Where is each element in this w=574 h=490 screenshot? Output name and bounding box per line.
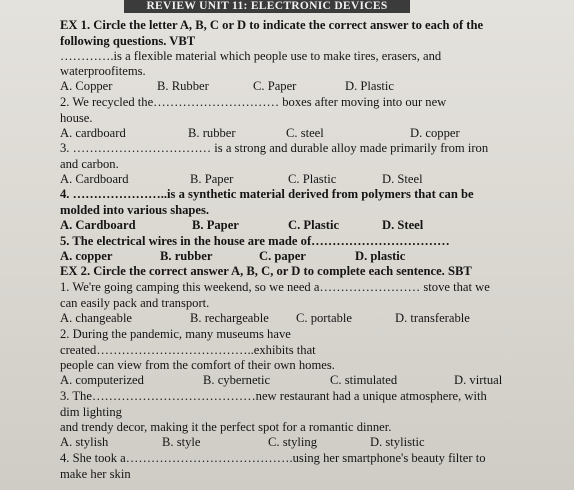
ex2-q2-line1: 2. During the pandemic, many museums have xyxy=(60,327,291,341)
ex1-q3-option-b[interactable]: B. Paper xyxy=(190,172,234,186)
ex2-q3-option-b[interactable]: B. style xyxy=(162,435,201,449)
ex2-q3-line1: 3. The…………………………………new restaurant had a unique atmosphere, with xyxy=(60,389,487,403)
ex1-q5-option-d[interactable]: D. plastic xyxy=(355,249,406,263)
ex1-q4-option-b[interactable]: B. Paper xyxy=(192,218,239,232)
ex1-q2-line1: 2. We recycled the………………………… boxes after moving into our new xyxy=(60,95,447,109)
ex2-q3-option-c[interactable]: C. styling xyxy=(268,435,317,449)
ex1-q2-option-d[interactable]: D. copper xyxy=(410,126,460,140)
ex2-q1-option-a[interactable]: A. changeable xyxy=(60,311,133,325)
ex1-q2-line2: house. xyxy=(60,111,93,125)
ex2-q2-option-b[interactable]: B. cybernetic xyxy=(203,373,271,387)
ex2-q2-option-d[interactable]: D. virtual xyxy=(454,373,503,387)
ex1-q4-option-d[interactable]: D. Steel xyxy=(382,218,424,232)
ex2-heading: EX 2. Circle the correct answer A, B, C, or D to complete each sentence. SBT xyxy=(60,264,472,278)
ex1-heading-line2: following questions. VBT xyxy=(60,34,196,48)
ex2-q4-line2: make her skin xyxy=(60,467,131,481)
ex2-q1-option-d[interactable]: D. transferable xyxy=(395,311,470,325)
ex1-q2-option-a[interactable]: A. cardboard xyxy=(60,126,126,140)
ex1-q5-option-c[interactable]: C. paper xyxy=(259,249,306,263)
ex1-q4-option-a[interactable]: A. Cardboard xyxy=(60,218,136,232)
ex1-q1-option-a[interactable]: A. Copper xyxy=(60,79,113,93)
ex2-q3-option-a[interactable]: A. stylish xyxy=(60,435,109,449)
ex1-q4-line1: 4. …………………..is a synthetic material derived from polymers that can be xyxy=(60,187,474,201)
ex2-q1-line1: 1. We're going camping this weekend, so we need a…………………… stove that we xyxy=(60,280,490,294)
ex1-q2-option-b[interactable]: B. rubber xyxy=(188,126,236,140)
ex1-q1-option-b[interactable]: B. Rubber xyxy=(157,79,209,93)
ex1-q3-option-a[interactable]: A. Cardboard xyxy=(60,172,129,186)
ex2-q1-option-b[interactable]: B. rechargeable xyxy=(190,311,269,325)
ex1-q2-option-c[interactable]: C. steel xyxy=(286,126,324,140)
ex1-q5-option-b[interactable]: B. rubber xyxy=(160,249,213,263)
ex1-q3-line1: 3. …………………………… is a strong and durable alloy made primarily from iron xyxy=(60,141,489,155)
worksheet-title: REVIEW UNIT 11: ELECTRONIC DEVICES xyxy=(124,0,410,13)
ex1-q1-option-d[interactable]: D. Plastic xyxy=(345,79,394,93)
ex1-q3-option-c[interactable]: C. Plastic xyxy=(288,172,337,186)
ex1-q1-line2: waterproofitems. xyxy=(60,64,146,78)
ex1-q1-option-c[interactable]: C. Paper xyxy=(253,79,297,93)
ex1-q3-option-d[interactable]: D. Steel xyxy=(382,172,423,186)
ex2-q3-line3: and trendy decor, making it the perfect spot for a romantic dinner. xyxy=(60,420,392,434)
ex2-q1-option-c[interactable]: C. portable xyxy=(296,311,352,325)
ex2-q1-line2: can easily pack and transport. xyxy=(60,296,210,310)
ex1-q5-line1: 5. The electrical wires in the house are made of…………………………… xyxy=(60,234,450,248)
ex2-q2-option-a[interactable]: A. computerized xyxy=(60,373,144,387)
ex2-q2-option-c[interactable]: C. stimulated xyxy=(330,373,398,387)
ex1-q5-option-a[interactable]: A. copper xyxy=(60,249,113,263)
ex1-q4-option-c[interactable]: C. Plastic xyxy=(288,218,340,232)
ex2-q2-line2: created………………………………..exhibits that xyxy=(60,343,316,357)
ex2-q3-option-d[interactable]: D. stylistic xyxy=(370,435,425,449)
ex1-q1-line1: ………….is a flexible material which people use to make tires, erasers, and xyxy=(60,49,442,63)
ex2-q3-line2: dim lighting xyxy=(60,405,122,419)
ex2-q2-line3: people can view from the comfort of their own homes. xyxy=(60,358,335,372)
ex2-q4-line1: 4. She took a………………………………….using her smartphone's beauty filter to xyxy=(60,451,486,465)
ex1-q3-line2: and carbon. xyxy=(60,157,119,171)
ex1-heading-line1: EX 1. Circle the letter A, B, C or D to indicate the correct answer to each of the xyxy=(60,18,484,32)
ex1-q4-line2: molded into various shapes. xyxy=(60,203,210,217)
